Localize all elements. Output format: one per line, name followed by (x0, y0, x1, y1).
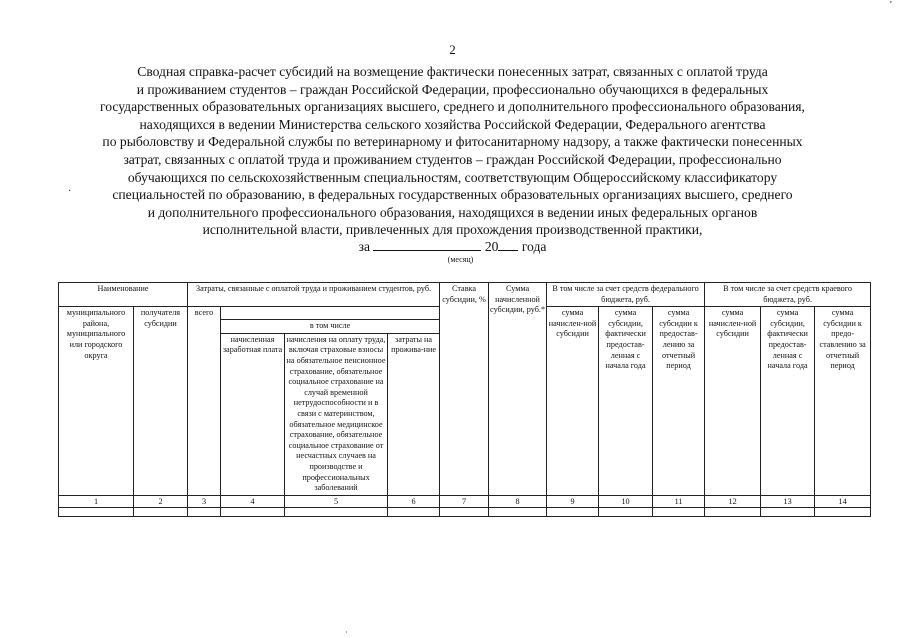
title-line: по рыболовству и Федеральной службы по ветеринарному и фитосанитарному надзору, а также фактически понесенных (102, 134, 803, 150)
header-zarplata: начисленная заработная плата (221, 333, 285, 495)
column-number: 11 (653, 495, 705, 507)
header-poluchatelya: получателя субсидии (134, 307, 188, 496)
subsidy-table (58, 282, 871, 517)
column-number: 12 (705, 495, 761, 507)
column-number: 5 (285, 495, 388, 507)
period-year-prefix: 20 (484, 239, 499, 254)
title-line: исполнительной власти, привлеченных для прохождения производственной практики, (202, 222, 703, 238)
header-vsego: всего (188, 307, 221, 496)
year-blank (498, 238, 518, 251)
column-number: 8 (489, 495, 547, 507)
table-row (59, 507, 871, 516)
column-number: 14 (815, 495, 871, 507)
column-number: 10 (599, 495, 653, 507)
header-f-otchet: сумма субсидии к предостав-лению за отчетный период (653, 307, 705, 496)
title-line: Сводная справка-расчет субсидий на возмещение фактически понесенных затрат, связанных с оплатой труда (137, 64, 768, 79)
header-zatraty: Затраты, связанные с оплатой труда и проживанием студентов, руб. (188, 283, 440, 307)
title-line: и дополнительного профессионального образования, находящихся в ведении иных федеральных органов (147, 204, 758, 220)
header-f-nachisl: сумма начислен-ной субсидии (547, 307, 599, 496)
column-number: 9 (547, 495, 599, 507)
page-number: 2 (449, 42, 456, 57)
title-line: находящихся в ведении Министерства сельского хозяйства Российской Федерации, Федерального агентства (139, 116, 766, 132)
header-v-tom-chisle: в том числе (221, 320, 440, 334)
title-line: государственных образовательных организациях высшего, среднего и дополнительного профессионального образования, (100, 99, 805, 115)
document-title (40, 63, 865, 239)
header-k-fakt: сумма субсидии, фактически предостав-ленная с начала года (761, 307, 815, 496)
title-line: затрат, связанных с оплатой труда и проживанием студентов – граждан Российской Федерации, профессионально (123, 151, 782, 167)
scan-mark: ' (890, 0, 892, 11)
column-number: 6 (388, 495, 440, 507)
column-number: 13 (761, 495, 815, 507)
header-municipal: муниципального района, муниципального или городского округа (59, 307, 134, 496)
header-f-fakt: сумма субсидии, фактически предостав-ленная с начала года (599, 307, 653, 496)
column-number: 3 (188, 495, 221, 507)
period-line (0, 238, 905, 255)
scan-mark: · (345, 628, 348, 637)
header-stavka: Ставка субсидии, % (440, 283, 489, 496)
header-k-otchet: сумма субсидии к предо-ставлению за отчетный период (815, 307, 871, 496)
header-summa-nachislennoy: Сумма начисленной субсидии, руб.* (489, 283, 547, 496)
column-number: 2 (134, 495, 188, 507)
month-caption: (месяц) (447, 255, 474, 264)
month-blank (373, 238, 481, 251)
title-line: и проживанием студентов – граждан Российской Федерации, профессионально обучающихся в федеральных (136, 81, 769, 97)
header-federal: В том числе за счет средств федерального бюджета, руб. (547, 283, 705, 307)
header-k-nachisl: сумма начислен-ной субсидии (705, 307, 761, 496)
period-za: за (358, 239, 370, 254)
title-line: специальностей по образованию, в федеральных государственных образовательных организациях высшего, среднего (112, 187, 793, 203)
title-line: обучающихся по сельскохозяйственным специальностям, соответствующим Общероссийскому классификатору (127, 169, 778, 185)
header-kraevoy: В том числе за счет средств краевого бюджета, руб. (705, 283, 871, 307)
scan-mark: · (68, 186, 72, 197)
column-number: 4 (221, 495, 285, 507)
header-naimenovanie: Наименование (59, 283, 188, 307)
header-prozhivanie: затраты на прожива-ние (388, 333, 440, 495)
column-number: 7 (440, 495, 489, 507)
column-number: 1 (59, 495, 134, 507)
period-god: года (521, 239, 547, 254)
header-vznosy: начисления на оплату труда, включая страховые взносы на обязательное пенсионное страхование, обязательное социальное страхование на случай временной нетрудоспособности и в связи с материнством, обязательное медицинское страхование, обязательное социальное страхование от несчастных случаев на производстве и профессиональных заболеваний (285, 333, 388, 495)
